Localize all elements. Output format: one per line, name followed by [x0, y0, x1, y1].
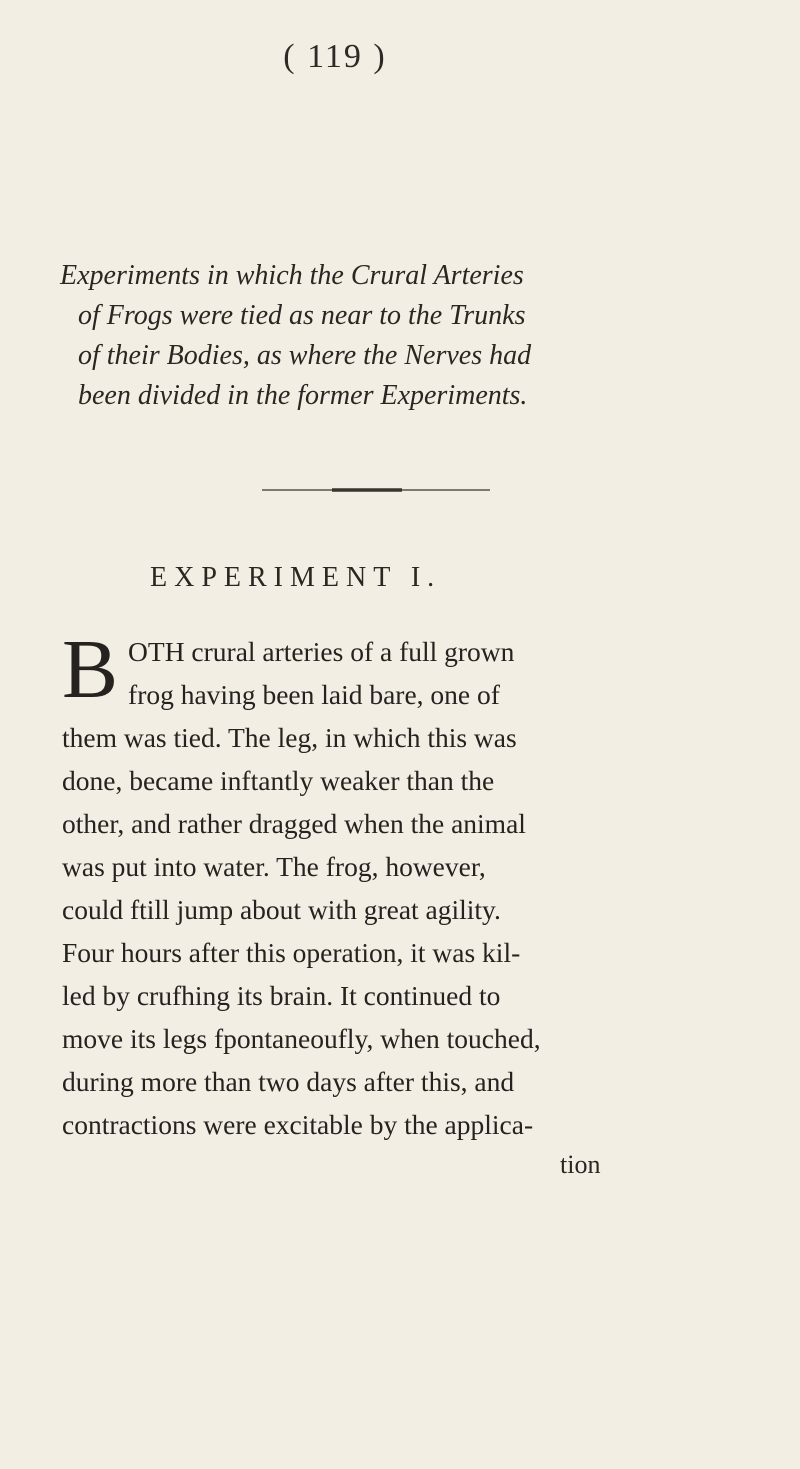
experiment-title: EXPERIMENT I.: [150, 562, 442, 593]
body-line: Four hours after this operation, it was kil-: [62, 937, 521, 968]
page-number: ( 119 ): [283, 38, 387, 75]
body-line: led by crufhing its brain. It continued to: [62, 980, 501, 1011]
body-line: other, and rather dragged when the animal: [62, 808, 526, 839]
body-text: [62, 623, 662, 1146]
section-heading: [60, 256, 760, 416]
body-line: contractions were excitable by the applica-: [62, 1109, 534, 1140]
body-line: could ftill jump about with great agility.: [62, 894, 501, 925]
heading-line: of their Bodies, as where the Nerves had: [78, 340, 532, 371]
ornamental-rule: [262, 488, 490, 492]
heading-line: of Frogs were tied as near to the Trunks: [78, 300, 526, 331]
body-line: during more than two days after this, and: [62, 1066, 515, 1097]
body-line: frog having been laid bare, one of: [128, 679, 500, 710]
body-line: OTH crural arteries of a full grown: [128, 636, 515, 667]
body-line: them was tied. The leg, in which this was: [62, 722, 517, 753]
catchword: tion: [560, 1150, 601, 1179]
heading-line: been divided in the former Experiments.: [78, 380, 528, 411]
heading-line: Experiments in which the Crural Arteries: [60, 260, 524, 291]
body-line: was put into water. The frog, however,: [62, 851, 486, 882]
body-line: done, became inftantly weaker than the: [62, 765, 495, 796]
body-line: move its legs fpontaneoufly, when touched,: [62, 1023, 541, 1054]
drop-cap: B: [62, 623, 119, 716]
